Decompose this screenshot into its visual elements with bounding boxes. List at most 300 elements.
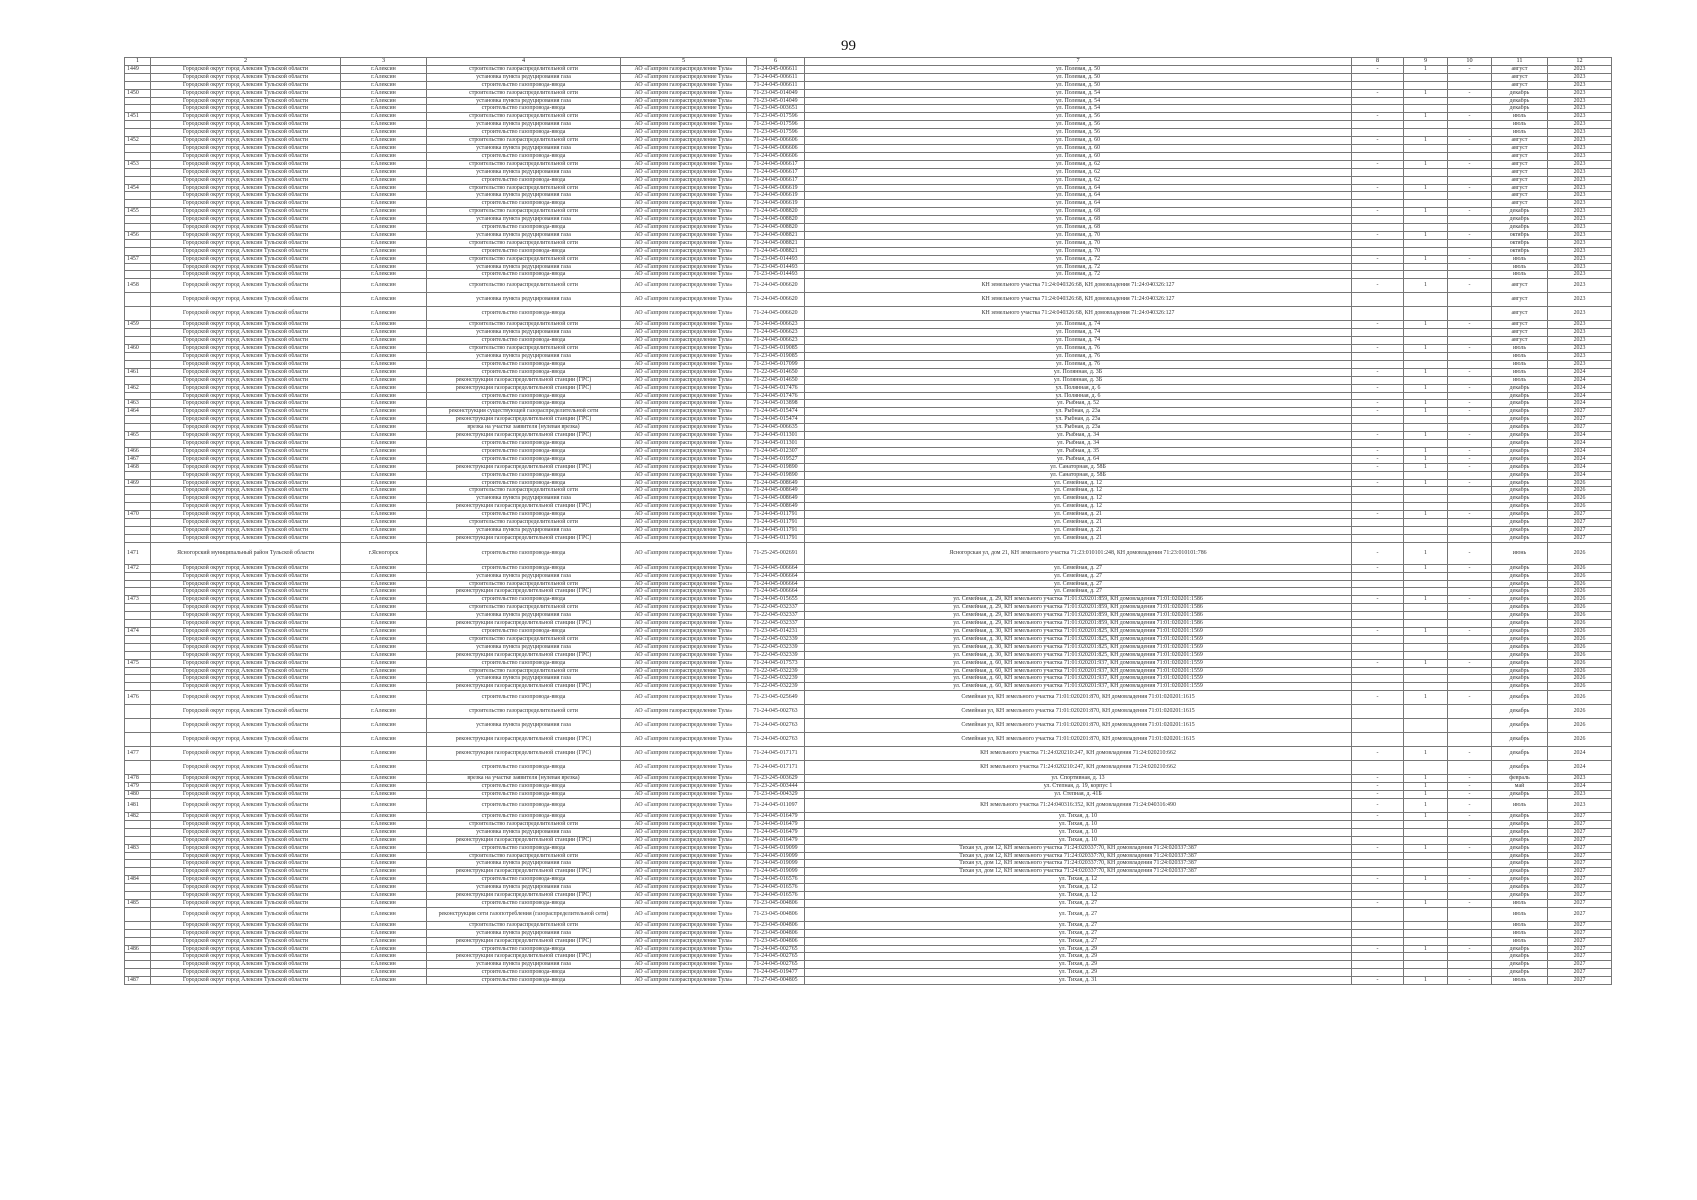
- application-id-cell: 71-24-045-008821: [747, 239, 805, 247]
- col9-cell: 1: [1404, 447, 1448, 455]
- col8-cell: [1352, 224, 1404, 232]
- col10-cell: [1448, 852, 1492, 860]
- col8-cell: -: [1352, 255, 1404, 263]
- col10-cell: [1448, 495, 1492, 503]
- application-id-cell: 71-23-045-017596: [747, 121, 805, 129]
- col10-cell: [1448, 105, 1492, 113]
- municipality-cell: Городской округ город Алексин Тульской области: [151, 376, 341, 384]
- table-row: [125, 160, 1612, 168]
- city-cell: г.Алексин: [341, 329, 427, 337]
- address-cell: ул. Полевая, д. 56: [805, 129, 1352, 137]
- col10-cell: [1448, 392, 1492, 400]
- year-cell: 2026: [1548, 667, 1612, 675]
- city-cell: г.Алексин: [341, 511, 427, 519]
- address-cell: ул. Семейная, д. 27: [805, 588, 1352, 596]
- city-cell: г.Алексин: [341, 945, 427, 953]
- month-cell: декабрь: [1492, 224, 1548, 232]
- work-type-cell: реконструкция газораспределительной станции (ГРС): [427, 534, 621, 542]
- row-number: [125, 892, 151, 900]
- col8-cell: [1352, 620, 1404, 628]
- organization-cell: АО «Газпром газораспределение Тула»: [621, 321, 747, 329]
- work-type-cell: строительство газопровода-ввода: [427, 969, 621, 977]
- row-number: [125, 588, 151, 596]
- municipality-cell: Городской округ город Алексин Тульской области: [151, 836, 341, 844]
- municipality-cell: Городской округ город Алексин Тульской области: [151, 852, 341, 860]
- month-cell: декабрь: [1492, 526, 1548, 534]
- col9-cell: [1404, 907, 1448, 921]
- col9-cell: 1: [1404, 596, 1448, 604]
- table-row: [125, 231, 1612, 239]
- col8-cell: [1352, 705, 1404, 719]
- year-cell: 2027: [1548, 969, 1612, 977]
- year-cell: 2026: [1548, 643, 1612, 651]
- col8-cell: [1352, 683, 1404, 691]
- month-cell: декабрь: [1492, 953, 1548, 961]
- application-id-cell: 71-24-045-011791: [747, 511, 805, 519]
- row-number: 1472: [125, 564, 151, 572]
- row-number: 1486: [125, 945, 151, 953]
- month-cell: декабрь: [1492, 519, 1548, 527]
- municipality-cell: Городской округ город Алексин Тульской области: [151, 953, 341, 961]
- table-row: [125, 152, 1612, 160]
- table-row: [125, 479, 1612, 487]
- table-row: [125, 392, 1612, 400]
- municipality-cell: Городской округ город Алексин Тульской области: [151, 643, 341, 651]
- organization-cell: АО «Газпром газораспределение Тула»: [621, 176, 747, 184]
- municipality-cell: Городской округ город Алексин Тульской области: [151, 620, 341, 628]
- year-cell: 2027: [1548, 526, 1612, 534]
- year-cell: 2023: [1548, 271, 1612, 279]
- address-cell: ул. Семейная, д. 21: [805, 511, 1352, 519]
- application-id-cell: 71-22-045-032239: [747, 683, 805, 691]
- column-number: 10: [1448, 58, 1492, 66]
- address-cell: ул. Тихая, д. 10: [805, 828, 1352, 836]
- year-cell: 2027: [1548, 844, 1612, 852]
- municipality-cell: Городской округ город Алексин Тульской области: [151, 279, 341, 293]
- municipality-cell: Городской округ город Алексин Тульской области: [151, 479, 341, 487]
- row-number: 1479: [125, 783, 151, 791]
- city-cell: г.Алексин: [341, 200, 427, 208]
- col9-cell: [1404, 247, 1448, 255]
- work-type-cell: реконструкция газораспределительной станции (ГРС): [427, 416, 621, 424]
- col9-cell: 1: [1404, 65, 1448, 73]
- col9-cell: [1404, 329, 1448, 337]
- work-type-cell: установка пункта редуцирования газа: [427, 216, 621, 224]
- municipality-cell: Городской округ город Алексин Тульской области: [151, 977, 341, 985]
- organization-cell: АО «Газпром газораспределение Тула»: [621, 812, 747, 820]
- col8-cell: [1352, 921, 1404, 929]
- col10-cell: [1448, 921, 1492, 929]
- col10-cell: [1448, 635, 1492, 643]
- work-type-cell: реконструкция газораспределительной станции (ГРС): [427, 892, 621, 900]
- address-cell: ул. Семейная, д. 12: [805, 479, 1352, 487]
- month-cell: декабрь: [1492, 651, 1548, 659]
- address-cell: ул. Полевая, д. 50: [805, 65, 1352, 73]
- table-row: [125, 667, 1612, 675]
- organization-cell: АО «Газпром газораспределение Тула»: [621, 775, 747, 783]
- col9-cell: 1: [1404, 812, 1448, 820]
- col10-cell: -: [1448, 279, 1492, 293]
- organization-cell: АО «Газпром газораспределение Тула»: [621, 416, 747, 424]
- col9-cell: [1404, 519, 1448, 527]
- col9-cell: [1404, 620, 1448, 628]
- col9-cell: 1: [1404, 279, 1448, 293]
- col9-cell: 1: [1404, 844, 1448, 852]
- month-cell: август: [1492, 200, 1548, 208]
- col10-cell: [1448, 667, 1492, 675]
- col10-cell: [1448, 705, 1492, 719]
- address-cell: ул. Полевая, д. 56: [805, 121, 1352, 129]
- row-number: 1473: [125, 596, 151, 604]
- city-cell: г.Алексин: [341, 239, 427, 247]
- address-cell: ул. Полевая, д. 70: [805, 231, 1352, 239]
- col8-cell: [1352, 907, 1404, 921]
- address-cell: ул. Тихая, д. 29: [805, 969, 1352, 977]
- col9-cell: [1404, 97, 1448, 105]
- application-id-cell: 71-24-045-019890: [747, 463, 805, 471]
- city-cell: г.Алексин: [341, 337, 427, 345]
- month-cell: июль: [1492, 271, 1548, 279]
- application-id-cell: 71-24-045-008821: [747, 247, 805, 255]
- municipality-cell: Городской округ город Алексин Тульской области: [151, 160, 341, 168]
- organization-cell: АО «Газпром газораспределение Тула»: [621, 884, 747, 892]
- month-cell: октябрь: [1492, 247, 1548, 255]
- address-cell: ул. Семейная, д. 30, КН земельного участка 71:01:020201:825, КН домовладения 71:01:020201:1569: [805, 628, 1352, 636]
- application-id-cell: 71-23-245-003444: [747, 783, 805, 791]
- city-cell: г.Алексин: [341, 929, 427, 937]
- organization-cell: АО «Газпром газораспределение Тула»: [621, 604, 747, 612]
- address-cell: ул. Полянная, д. 6: [805, 392, 1352, 400]
- col9-cell: [1404, 224, 1448, 232]
- col9-cell: 1: [1404, 977, 1448, 985]
- table-row: [125, 907, 1612, 921]
- city-cell: г.Алексин: [341, 921, 427, 929]
- organization-cell: АО «Газпром газораспределение Тула»: [621, 384, 747, 392]
- col9-cell: [1404, 239, 1448, 247]
- application-id-cell: 71-24-045-002765: [747, 953, 805, 961]
- municipality-cell: Городской округ город Алексин Тульской области: [151, 495, 341, 503]
- col8-cell: [1352, 471, 1404, 479]
- col10-cell: [1448, 424, 1492, 432]
- work-type-cell: строительство газопровода-ввода: [427, 977, 621, 985]
- year-cell: 2024: [1548, 447, 1612, 455]
- table-row: [125, 255, 1612, 263]
- row-number: [125, 643, 151, 651]
- address-cell: ул. Полевая, д. 62: [805, 176, 1352, 184]
- address-cell: ул. Тихая, д. 10: [805, 820, 1352, 828]
- col8-cell: [1352, 307, 1404, 321]
- row-number: [125, 487, 151, 495]
- month-cell: декабрь: [1492, 89, 1548, 97]
- col10-cell: [1448, 961, 1492, 969]
- year-cell: 2027: [1548, 416, 1612, 424]
- year-cell: 2023: [1548, 137, 1612, 145]
- col9-cell: [1404, 121, 1448, 129]
- year-cell: 2027: [1548, 511, 1612, 519]
- col10-cell: [1448, 588, 1492, 596]
- table-row: [125, 307, 1612, 321]
- organization-cell: АО «Газпром газораспределение Тула»: [621, 73, 747, 81]
- col10-cell: [1448, 836, 1492, 844]
- address-cell: Тихая ул, дом 12, КН земельного участка 71:24:020337:70, КН домовладения 71:24:020337:387: [805, 852, 1352, 860]
- municipality-cell: Городской округ город Алексин Тульской области: [151, 572, 341, 580]
- col9-cell: 1: [1404, 542, 1448, 564]
- col10-cell: -: [1448, 455, 1492, 463]
- address-cell: ул. Семейная, д. 21: [805, 534, 1352, 542]
- work-type-cell: реконструкция газораспределительной станции (ГРС): [427, 463, 621, 471]
- year-cell: 2023: [1548, 73, 1612, 81]
- address-cell: ул. Тихая, д. 27: [805, 937, 1352, 945]
- work-type-cell: строительство газораспределительной сети: [427, 519, 621, 527]
- col9-cell: 1: [1404, 400, 1448, 408]
- col8-cell: [1352, 239, 1404, 247]
- municipality-cell: Городской округ город Алексин Тульской области: [151, 868, 341, 876]
- table-row: [125, 113, 1612, 121]
- year-cell: 2026: [1548, 683, 1612, 691]
- table-row: [125, 495, 1612, 503]
- table-row: [125, 376, 1612, 384]
- city-cell: г.Алексин: [341, 675, 427, 683]
- city-cell: г.Алексин: [341, 659, 427, 667]
- application-id-cell: 71-24-045-016576: [747, 884, 805, 892]
- application-id-cell: 71-24-045-019099: [747, 844, 805, 852]
- month-cell: декабрь: [1492, 105, 1548, 113]
- application-id-cell: 71-24-045-006623: [747, 329, 805, 337]
- work-type-cell: строительство газопровода-ввода: [427, 542, 621, 564]
- organization-cell: АО «Газпром газораспределение Тула»: [621, 612, 747, 620]
- address-cell: ул. Семейная, д. 30, КН земельного участка 71:01:020201:825, КН домовладения 71:01:020201:1569: [805, 635, 1352, 643]
- table-row: [125, 798, 1612, 812]
- work-type-cell: установка пункта редуцирования газа: [427, 929, 621, 937]
- organization-cell: АО «Газпром газораспределение Тула»: [621, 487, 747, 495]
- year-cell: 2023: [1548, 113, 1612, 121]
- row-number: [125, 247, 151, 255]
- col8-cell: -: [1352, 184, 1404, 192]
- address-cell: КН земельного участка 71:24:020210:247, КН домовладения 71:24:020210:662: [805, 761, 1352, 775]
- address-cell: ул. Полевая, д. 68: [805, 208, 1352, 216]
- year-cell: 2023: [1548, 160, 1612, 168]
- col10-cell: [1448, 471, 1492, 479]
- col10-cell: -: [1448, 628, 1492, 636]
- month-cell: июль: [1492, 263, 1548, 271]
- work-type-cell: установка пункта редуцирования газа: [427, 860, 621, 868]
- organization-cell: АО «Газпром газораспределение Тула»: [621, 921, 747, 929]
- table-row: [125, 820, 1612, 828]
- work-type-cell: установка пункта редуцирования газа: [427, 675, 621, 683]
- col8-cell: -: [1352, 447, 1404, 455]
- organization-cell: АО «Газпром газораспределение Тула»: [621, 719, 747, 733]
- municipality-cell: Городской округ город Алексин Тульской области: [151, 596, 341, 604]
- col8-cell: [1352, 121, 1404, 129]
- municipality-cell: Городской округ город Алексин Тульской области: [151, 176, 341, 184]
- month-cell: декабрь: [1492, 844, 1548, 852]
- table-row: [125, 977, 1612, 985]
- row-number: [125, 121, 151, 129]
- col10-cell: [1448, 733, 1492, 747]
- month-cell: декабрь: [1492, 534, 1548, 542]
- application-id-cell: 71-24-045-008820: [747, 224, 805, 232]
- organization-cell: АО «Газпром газораспределение Тула»: [621, 471, 747, 479]
- organization-cell: АО «Газпром газораспределение Тула»: [621, 945, 747, 953]
- work-type-cell: строительство газопровода-ввода: [427, 337, 621, 345]
- col9-cell: [1404, 604, 1448, 612]
- col8-cell: -: [1352, 564, 1404, 572]
- col8-cell: -: [1352, 691, 1404, 705]
- work-type-cell: строительство газопровода-ввода: [427, 791, 621, 799]
- city-cell: г.Алексин: [341, 860, 427, 868]
- address-cell: ул. Полевая, д. 54: [805, 105, 1352, 113]
- table-row: [125, 345, 1612, 353]
- month-cell: декабрь: [1492, 455, 1548, 463]
- col10-cell: -: [1448, 368, 1492, 376]
- row-number: [125, 105, 151, 113]
- work-type-cell: строительство газораспределительной сети: [427, 279, 621, 293]
- year-cell: 2023: [1548, 279, 1612, 293]
- work-type-cell: строительство газораспределительной сети: [427, 921, 621, 929]
- work-type-cell: строительство газопровода-ввода: [427, 564, 621, 572]
- city-cell: г.Алексин: [341, 176, 427, 184]
- address-cell: ул. Полянная, д. 6: [805, 384, 1352, 392]
- work-type-cell: установка пункта редуцирования газа: [427, 828, 621, 836]
- application-id-cell: 71-24-045-002763: [747, 705, 805, 719]
- col9-cell: [1404, 192, 1448, 200]
- table-row: [125, 844, 1612, 852]
- col9-cell: [1404, 929, 1448, 937]
- column-number-row: [125, 58, 1612, 66]
- table-row: [125, 216, 1612, 224]
- year-cell: 2027: [1548, 876, 1612, 884]
- col9-cell: [1404, 81, 1448, 89]
- address-cell: ул. Полевая, д. 74: [805, 337, 1352, 345]
- col10-cell: -: [1448, 899, 1492, 907]
- municipality-cell: Городской округ город Алексин Тульской области: [151, 564, 341, 572]
- col10-cell: [1448, 519, 1492, 527]
- col10-cell: [1448, 376, 1492, 384]
- table-body: [125, 65, 1612, 984]
- work-type-cell: строительство газораспределительной сети: [427, 705, 621, 719]
- table-row: [125, 691, 1612, 705]
- city-cell: г.Алексин: [341, 747, 427, 761]
- month-cell: июль: [1492, 255, 1548, 263]
- table-row: [125, 144, 1612, 152]
- month-cell: август: [1492, 81, 1548, 89]
- city-cell: г.Алексин: [341, 321, 427, 329]
- col10-cell: [1448, 612, 1492, 620]
- col9-cell: [1404, 961, 1448, 969]
- col8-cell: [1352, 81, 1404, 89]
- row-number: [125, 329, 151, 337]
- col8-cell: [1352, 216, 1404, 224]
- application-id-cell: 71-24-045-016479: [747, 828, 805, 836]
- table-row: [125, 953, 1612, 961]
- organization-cell: АО «Газпром газораспределение Тула»: [621, 588, 747, 596]
- city-cell: г.Алексин: [341, 899, 427, 907]
- row-number: [125, 271, 151, 279]
- work-type-cell: строительство газопровода-ввода: [427, 812, 621, 820]
- month-cell: декабрь: [1492, 424, 1548, 432]
- address-cell: ул. Тихая, д. 27: [805, 929, 1352, 937]
- application-id-cell: 71-23-045-017596: [747, 129, 805, 137]
- month-cell: июль: [1492, 353, 1548, 361]
- month-cell: июль: [1492, 113, 1548, 121]
- organization-cell: АО «Газпром газораспределение Тула»: [621, 620, 747, 628]
- application-id-cell: 71-24-045-019099: [747, 868, 805, 876]
- work-type-cell: установка пункта редуцирования газа: [427, 719, 621, 733]
- application-id-cell: 71-24-045-011097: [747, 798, 805, 812]
- table-row: [125, 455, 1612, 463]
- col10-cell: -: [1448, 798, 1492, 812]
- col8-cell: -: [1352, 798, 1404, 812]
- address-cell: ул. Тихая, д. 10: [805, 836, 1352, 844]
- application-id-cell: 71-24-045-017171: [747, 747, 805, 761]
- municipality-cell: Городской округ город Алексин Тульской области: [151, 876, 341, 884]
- year-cell: 2023: [1548, 798, 1612, 812]
- row-number: [125, 526, 151, 534]
- table-row: [125, 329, 1612, 337]
- address-cell: ул. Полевая, д. 50: [805, 81, 1352, 89]
- organization-cell: АО «Газпром газораспределение Тула»: [621, 121, 747, 129]
- organization-cell: АО «Газпром газораспределение Тула»: [621, 392, 747, 400]
- municipality-cell: Городской округ город Алексин Тульской области: [151, 580, 341, 588]
- col9-cell: [1404, 495, 1448, 503]
- city-cell: г.Алексин: [341, 635, 427, 643]
- col8-cell: [1352, 836, 1404, 844]
- month-cell: декабрь: [1492, 416, 1548, 424]
- row-number: [125, 953, 151, 961]
- table-row: [125, 868, 1612, 876]
- city-cell: г.Алексин: [341, 828, 427, 836]
- municipality-cell: Городской округ город Алексин Тульской области: [151, 392, 341, 400]
- col10-cell: [1448, 892, 1492, 900]
- application-id-cell: 71-24-045-008649: [747, 503, 805, 511]
- year-cell: 2023: [1548, 329, 1612, 337]
- col8-cell: [1352, 761, 1404, 775]
- city-cell: г.Алексин: [341, 937, 427, 945]
- city-cell: г.Алексин: [341, 844, 427, 852]
- row-number: [125, 907, 151, 921]
- application-id-cell: 71-23-045-017099: [747, 360, 805, 368]
- row-number: [125, 216, 151, 224]
- organization-cell: АО «Газпром газораспределение Тула»: [621, 279, 747, 293]
- application-id-cell: 71-23-045-014231: [747, 628, 805, 636]
- month-cell: декабрь: [1492, 439, 1548, 447]
- month-cell: декабрь: [1492, 675, 1548, 683]
- year-cell: 2027: [1548, 820, 1612, 828]
- municipality-cell: Городской округ город Алексин Тульской области: [151, 137, 341, 145]
- organization-cell: АО «Газпром газораспределение Тула»: [621, 168, 747, 176]
- application-id-cell: 71-24-045-002765: [747, 945, 805, 953]
- month-cell: декабрь: [1492, 487, 1548, 495]
- year-cell: 2026: [1548, 588, 1612, 596]
- col9-cell: [1404, 868, 1448, 876]
- col9-cell: 1: [1404, 747, 1448, 761]
- address-cell: ул. Тихая, д. 27: [805, 899, 1352, 907]
- address-cell: ул. Семейная, д. 12: [805, 495, 1352, 503]
- row-number: [125, 620, 151, 628]
- table-row: [125, 400, 1612, 408]
- col8-cell: -: [1352, 511, 1404, 519]
- city-cell: г.Алексин: [341, 263, 427, 271]
- city-cell: г.Алексин: [341, 969, 427, 977]
- year-cell: 2026: [1548, 604, 1612, 612]
- row-number: 1485: [125, 899, 151, 907]
- application-id-cell: 71-22-045-032339: [747, 651, 805, 659]
- table-row: [125, 184, 1612, 192]
- address-cell: ул. Полевая, д. 56: [805, 113, 1352, 121]
- city-cell: г.Алексин: [341, 534, 427, 542]
- month-cell: декабрь: [1492, 580, 1548, 588]
- city-cell: г.Алексин: [341, 81, 427, 89]
